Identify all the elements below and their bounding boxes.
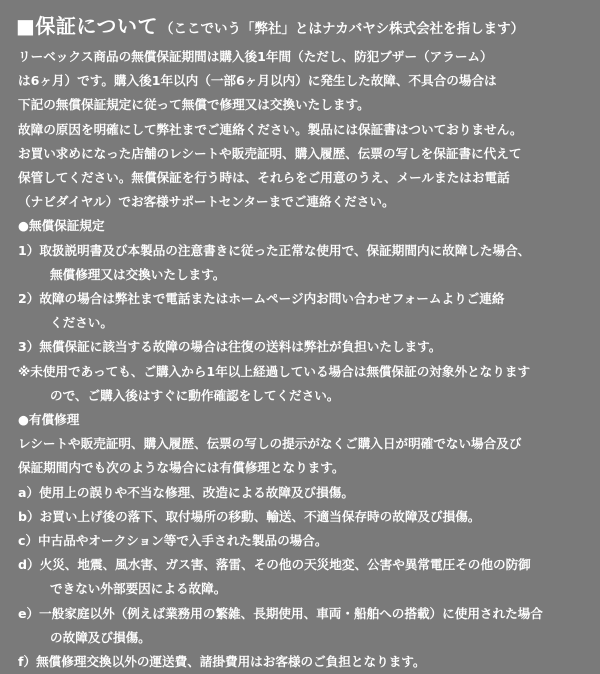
page-subtitle: （ここでいう「弊社」とはナカバヤシ株式会社を指します）	[160, 21, 525, 37]
free-warranty-item-cont: ください。	[50, 315, 113, 331]
title-row	[16, 10, 588, 39]
warranty-text	[18, 45, 588, 674]
paid-repair-heading: ●有償修理	[18, 412, 80, 428]
paid-repair-item: b）お買い上げ後の落下、取付場所の移動、輸送、不適当保存時の故障及び損傷。	[18, 508, 481, 524]
page-title: ■保証について	[16, 14, 158, 38]
free-warranty-item-cont: 無償修理又は交換いたします。	[50, 266, 226, 282]
paid-repair-intro: レシートや販売証明、購入履歴、伝票の写しの提示がなくご購入日が明確でない場合及び	[18, 436, 522, 452]
intro-line: リーベックス商品の無償保証期間は購入後1年間（ただし、防犯ブザー（アラーム）	[18, 49, 493, 64]
intro-line: 保管してください。無償保証を行う時は、それらをご用意のうえ、メールまたはお電話	[18, 170, 510, 186]
intro-line: は6ヶ月）です。購入後1年以内（一部6ヶ月以内）に発生した故障、不具合の場合は	[18, 73, 497, 89]
paid-repair-item: e）一般家庭以外（例えば業務用の繁雑、長期使用、車両・船舶への搭載）に使用された場合	[18, 605, 543, 621]
intro-line: 故障の原因を明確にして弊社までご連絡ください。製品には保証書はついておりません。	[18, 121, 523, 137]
paid-repair-item-cont: の故障及び損傷。	[50, 629, 151, 645]
intro-line: （ナビダイヤル）でお客様サポートセンターまでご連絡ください。	[18, 194, 395, 210]
free-warranty-note-cont: ので、ご購入後はすぐに動作確認をしてください。	[50, 387, 340, 403]
paid-repair-item: d）火災、地震、風水害、ガス害、落雷、その他の天災地変、公害や異常電圧その他の防御	[18, 557, 531, 573]
free-warranty-item: 2）故障の場合は弊社まで電話またはホームページ内お問い合わせフォームよりご連絡	[18, 291, 505, 307]
free-warranty-note: ※未使用であっても、ご購入から1年以上経過している場合は無償保証の対象外となります	[18, 363, 531, 379]
paid-repair-intro: 保証期間内でも次のような場合には有償修理となります。	[18, 460, 345, 476]
paid-repair-item: f）無償修理交換以外の運送費、諸掛費用はお客様のご負担となります。	[18, 654, 426, 670]
paid-repair-item-cont: できない外部要因による故障。	[50, 581, 227, 597]
intro-line: 下記の無償保証規定に従って無償で修理又は交換いたします。	[18, 97, 370, 113]
paid-repair-item: a）使用上の誤りや不当な修理、改造による故障及び損傷。	[18, 484, 354, 500]
free-warranty-heading: ●無償保証規定	[18, 218, 105, 234]
free-warranty-item: 3）無償保証に該当する故障の場合は往復の送料は弊社が負担いたします。	[18, 339, 442, 355]
paid-repair-item: c）中古品やオークション等で入手された製品の場合。	[18, 533, 328, 549]
intro-line: お買い求めになった店舗のレシートや販売証明、購入履歴、伝票の写しを保証書に代えて	[18, 145, 522, 161]
free-warranty-item: 1）取扱説明書及び本製品の注意書きに従った正常な使用で、保証期間内に故障した場合、	[18, 242, 531, 258]
